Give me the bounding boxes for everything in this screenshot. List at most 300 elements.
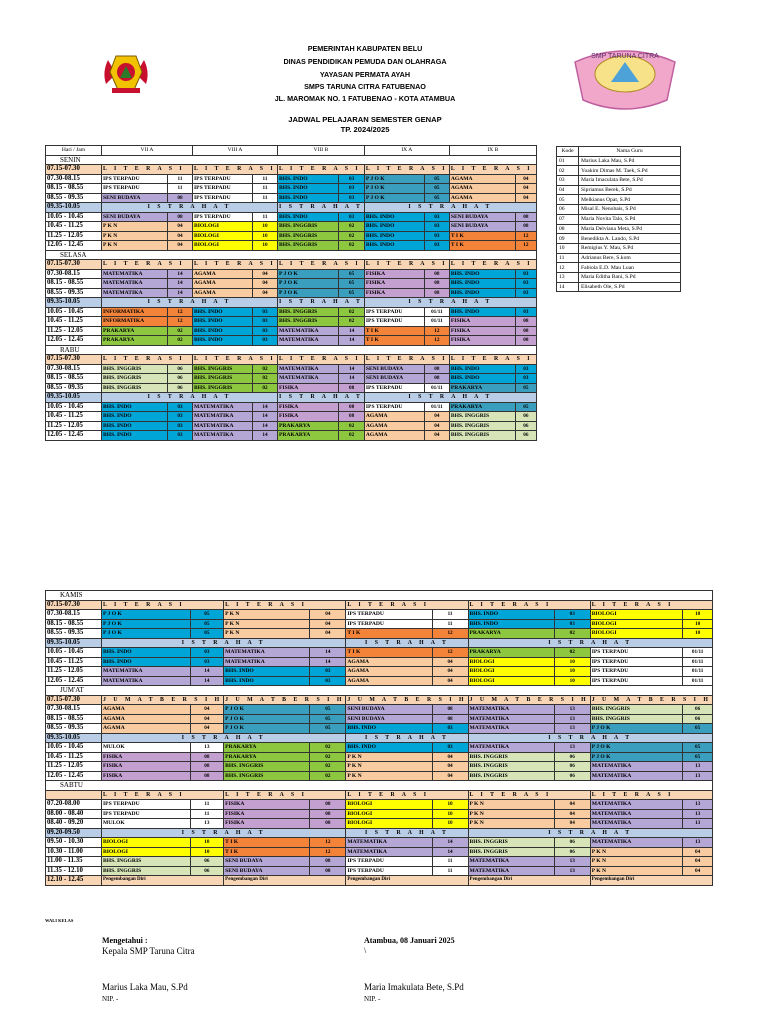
subject-cell: P J O K: [278, 288, 339, 298]
teacher-code-cell: 13: [683, 771, 713, 781]
istirahat-band: I S T R A H A T: [279, 299, 363, 306]
teacher-code-cell: 06: [683, 705, 713, 715]
subject-cell: MATEMATIKA: [224, 648, 310, 658]
teacher-code-cell: 04: [310, 610, 346, 620]
subject-cell: BHS. INDO: [102, 421, 168, 431]
teacher-name: Marius Laka Mau, S.Pd: [579, 156, 681, 166]
teacher-code-cell: 13: [683, 838, 713, 848]
teacher-code-cell: 06: [554, 762, 590, 772]
teacher-code-cell: 05: [310, 705, 346, 715]
subject-cell: P J O K: [224, 705, 310, 715]
subject-cell: FISIKA: [449, 326, 515, 336]
time-slot: 08.40 - 09.20: [46, 819, 102, 829]
time-slot: 07.15-07.30: [46, 695, 102, 705]
signatory-left-nip: NIP. -: [102, 995, 119, 1003]
teacher-name: Misal E. Nenobais, S.Pd: [579, 205, 681, 215]
subject-cell: BHS. INDO: [278, 212, 339, 222]
subject-cell: AGAMA: [102, 705, 191, 715]
teacher-code-cell: 11: [190, 800, 224, 810]
day-row: [46, 781, 713, 791]
time-slot: 07.30-08.15: [46, 705, 102, 715]
subject-cell: P K N: [468, 819, 554, 829]
subject-cell: IPS TERPADU: [364, 402, 424, 412]
teacher-code-cell: 06: [168, 374, 193, 384]
subject-cell: BIOLOGI: [193, 231, 253, 241]
subject-cell: P J O K: [224, 714, 310, 724]
teacher-code-cell: 02: [310, 771, 346, 781]
literasi-band: L I T E R A S I: [224, 790, 346, 800]
teacher-code-cell: 04: [190, 714, 224, 724]
subject-cell: SENI BUDAYA: [102, 212, 168, 222]
table-row: [46, 610, 713, 620]
table-row: [46, 336, 537, 346]
teacher-code-cell: 02: [310, 743, 346, 753]
teacher-code-cell: 11: [253, 193, 278, 203]
table-row: [46, 752, 713, 762]
teacher-code: 02: [557, 166, 579, 176]
table-row: [46, 279, 537, 289]
time-slot: 11.25 - 12.05: [46, 667, 102, 677]
teacher-code-cell: 11: [432, 610, 468, 620]
literasi-band: L I T E R A S I: [194, 356, 276, 363]
jumat-bersih-band: J U M A T B E R S I H: [469, 696, 589, 703]
time-slot: 10.05 - 10.45: [46, 648, 102, 658]
time-slot: 12.10 - 12.45: [46, 876, 102, 886]
subject-cell: P K N: [590, 866, 683, 876]
teacher-code-cell: 08: [339, 383, 365, 393]
teacher-code-cell: 10: [683, 629, 713, 639]
teacher-code-cell: 08: [339, 412, 365, 422]
teacher-code-cell: 08: [310, 857, 346, 867]
subject-cell: IPS TERPADU: [590, 667, 683, 677]
subject-cell: AGAMA: [449, 193, 515, 203]
teacher-code-cell: 10: [253, 222, 278, 232]
mengetahui-label: Mengetahui :: [102, 936, 148, 945]
literasi-band: L I T E R A S I: [278, 260, 365, 270]
time-slot: 11.25 - 12.05: [46, 421, 102, 431]
subject-cell: BHS. INDO: [449, 288, 515, 298]
teacher-code-cell: 03: [168, 412, 193, 422]
teacher-code-cell: 05: [515, 402, 536, 412]
subject-cell: P J O K: [278, 269, 339, 279]
teacher-code-cell: 04: [168, 231, 193, 241]
header-line-5: JL. MAROMAK NO. 1 FATUBENAO - KOTA ATAMBUA: [274, 94, 456, 103]
subject-cell: BIOLOGI: [346, 800, 432, 810]
teacher-code-cell: 04: [432, 667, 468, 677]
teacher-code-cell: 11: [253, 184, 278, 194]
time-slot: 08.15 - 08.55: [46, 184, 102, 194]
subject-cell: AGAMA: [193, 288, 253, 298]
pengembangan-diri-cell: Pengembangan Diri: [468, 876, 590, 886]
literasi-band: L I T E R A S I: [449, 355, 536, 365]
teacher-row: [557, 243, 681, 253]
istirahat-band: I S T R A H A T: [468, 638, 712, 648]
teacher-code-cell: 13: [683, 809, 713, 819]
literasi-band: L I T E R A S I: [365, 356, 448, 363]
teacher-code-cell: 08: [515, 317, 536, 327]
table-row: [46, 383, 537, 393]
subject-cell: MATEMATIKA: [468, 857, 554, 867]
subject-cell: PRAKARYA: [468, 629, 554, 639]
day-row: [46, 155, 537, 165]
column-header-hari: Hari / Jam: [46, 146, 102, 156]
teacher-code-cell: 08: [515, 212, 536, 222]
subject-cell: FISIKA: [224, 819, 310, 829]
table-row: [46, 714, 713, 724]
subject-cell: BIOLOGI: [590, 619, 683, 629]
teacher-code-cell: 02: [168, 326, 193, 336]
teacher-code-cell: 03: [515, 269, 536, 279]
time-slot: 10.45 - 11.25: [46, 657, 102, 667]
literasi-band: L I T E R A S I: [590, 600, 712, 610]
teacher-code-cell: 03: [190, 648, 224, 658]
teacher-code-cell: 13: [554, 705, 590, 715]
teacher-code-cell: 02: [339, 317, 365, 327]
teacher-code-cell: 08: [424, 374, 449, 384]
header-line-3: YAYASAN PERMATA AYAH: [319, 70, 411, 79]
time-slot: 08.15 - 08.55: [46, 619, 102, 629]
teacher-code-cell: 08: [432, 714, 468, 724]
teacher-code-cell: 02: [253, 383, 278, 393]
time-slot: 09.50 - 10.30: [46, 838, 102, 848]
subject-cell: AGAMA: [449, 174, 515, 184]
subject-cell: P J O K: [590, 724, 683, 734]
subject-cell: BHS. INGGRIS: [449, 431, 515, 441]
istirahat-band: I S T R A H A T: [102, 393, 278, 403]
table-row: [46, 866, 713, 876]
teacher-code-cell: 04: [168, 222, 193, 232]
literasi-band: L I T E R A S I: [365, 166, 448, 173]
time-slot: 10.45 - 11.25: [46, 752, 102, 762]
teacher-code-cell: 06: [554, 771, 590, 781]
teacher-name: Sipriamus Berek, S.Pd: [579, 185, 681, 195]
subject-cell: BHS. INGGRIS: [224, 762, 310, 772]
teacher-code-cell: 01/11: [424, 307, 449, 317]
teacher-code-cell: 04: [432, 752, 468, 762]
table-row: [46, 695, 713, 705]
teacher-code-cell: 14: [432, 838, 468, 848]
subject-cell: BHS. INGGRIS: [278, 241, 339, 251]
time-slot: 09.35-10.05: [46, 393, 102, 403]
day-row: [46, 250, 537, 260]
teacher-header-row: [557, 147, 681, 157]
table-row: [46, 676, 713, 686]
signatory-right-nip: NIP. -: [364, 995, 381, 1003]
subject-cell: BHS. INDO: [449, 279, 515, 289]
subject-cell: SENI BUDAYA: [346, 705, 432, 715]
table-row: [46, 307, 537, 317]
subject-cell: FISIKA: [102, 752, 191, 762]
table-header-row: [46, 146, 537, 156]
subject-cell: T I K: [449, 231, 515, 241]
teacher-code-cell: 12: [432, 648, 468, 658]
teacher-code-cell: 03: [253, 336, 278, 346]
teacher-code-cell: 04: [683, 866, 713, 876]
day-row: [46, 686, 713, 696]
subject-cell: MATEMATIKA: [102, 288, 168, 298]
subject-cell: PRAKARYA: [468, 648, 554, 658]
table-row: [46, 374, 537, 384]
teacher-code-cell: 14: [432, 847, 468, 857]
time-slot: [46, 790, 102, 800]
teacher-code-cell: 08: [190, 771, 224, 781]
subject-cell: FISIKA: [278, 402, 339, 412]
istirahat-band: I S T R A H A T: [102, 298, 278, 308]
schedule-title: JADWAL PELAJARAN SEMESTER GENAP: [288, 115, 442, 124]
subject-cell: BHS. INGGRIS: [102, 364, 168, 374]
teacher-name: Fabiola E.D. Mau Luan: [579, 263, 681, 273]
subject-cell: BHS. INDO: [468, 619, 554, 629]
teacher-code-cell: 05: [683, 752, 713, 762]
teacher-code-cell: 11: [432, 866, 468, 876]
pengembangan-diri-cell: Pengembangan Diri: [590, 876, 712, 886]
subject-cell: MATEMATIKA: [193, 421, 253, 431]
subject-cell: AGAMA: [193, 279, 253, 289]
jumat-bersih-band: J U M A T B E R S I H: [225, 696, 345, 703]
teacher-code-cell: 10: [432, 809, 468, 819]
teacher-code-cell: 04: [432, 762, 468, 772]
table-row: [46, 828, 713, 838]
teacher-code-cell: 13: [683, 800, 713, 810]
literasi-band: L I T E R A S I: [102, 165, 193, 175]
subject-cell: BHS. INGGRIS: [468, 838, 554, 848]
teacher-code-cell: 14: [253, 421, 278, 431]
teacher-code-cell: 06: [683, 714, 713, 724]
subject-cell: MATEMATIKA: [590, 838, 683, 848]
subject-cell: PRAKARYA: [102, 336, 168, 346]
subject-cell: IPS TERPADU: [102, 800, 191, 810]
teacher-row: [557, 224, 681, 234]
subject-cell: SENI BUDAYA: [364, 374, 424, 384]
subject-cell: MATEMATIKA: [590, 762, 683, 772]
subject-cell: IPS TERPADU: [193, 174, 253, 184]
teacher-code-cell: 08: [424, 364, 449, 374]
teacher-code-cell: 11: [168, 184, 193, 194]
teacher-code-cell: 05: [310, 724, 346, 734]
table-row: [46, 231, 537, 241]
subject-cell: MATEMATIKA: [102, 667, 191, 677]
time-slot: 08.55 - 09.35: [46, 193, 102, 203]
subject-cell: P J O K: [102, 619, 191, 629]
literasi-band: L I T E R A S I: [468, 600, 590, 610]
subject-cell: BHS. INDO: [193, 336, 253, 346]
istirahat-band: I S T R A H A T: [468, 828, 712, 838]
subject-cell: SENI BUDAYA: [449, 212, 515, 222]
subject-cell: BHS. INDO: [449, 374, 515, 384]
subject-cell: P J O K: [224, 724, 310, 734]
teacher-code-cell: 04: [554, 809, 590, 819]
istirahat-band: I S T R A H A T: [346, 638, 468, 648]
teacher-code-cell: 02: [339, 222, 365, 232]
teacher-name: Benedikta A. Lando, S.Pd: [579, 234, 681, 244]
day-label: KAMIS: [46, 591, 713, 601]
table-row: [46, 364, 537, 374]
teacher-row: [557, 205, 681, 215]
subject-cell: FISIKA: [224, 800, 310, 810]
teacher-row: [557, 156, 681, 166]
teacher-code-cell: 03: [515, 374, 536, 384]
subject-cell: BHS. INGGRIS: [278, 231, 339, 241]
teacher-code-cell: 03: [432, 743, 468, 753]
teacher-code-cell: 13: [683, 819, 713, 829]
teacher-code-cell: 08: [190, 752, 224, 762]
time-slot: 07.30-08.15: [46, 174, 102, 184]
table-row: [46, 298, 537, 308]
teacher-code-cell: 04: [432, 676, 468, 686]
teacher-code-cell: 04: [168, 241, 193, 251]
istirahat-band: I S T R A H A T: [364, 298, 536, 308]
teacher-code-cell: 12: [310, 847, 346, 857]
subject-cell: P J O K: [590, 743, 683, 753]
subject-cell: BIOLOGI: [102, 847, 191, 857]
istirahat-band: I S T R A H A T: [346, 828, 468, 838]
teacher-code-cell: 03: [339, 184, 365, 194]
teacher-code-cell: 14: [253, 402, 278, 412]
teacher-name: Melkianus Opat, S.Pd: [579, 195, 681, 205]
teacher-code-cell: 13: [554, 866, 590, 876]
subject-cell: BHS. INGGRIS: [468, 762, 554, 772]
time-slot: 07.30-08.15: [46, 364, 102, 374]
table-row: [46, 638, 713, 648]
teacher-code-cell: 03: [424, 212, 449, 222]
teacher-code-cell: 12: [168, 307, 193, 317]
teacher-code-cell: 13: [554, 714, 590, 724]
teacher-code-cell: 03: [339, 212, 365, 222]
subject-cell: AGAMA: [346, 657, 432, 667]
teacher-code-cell: 03: [168, 431, 193, 441]
subject-cell: IPS TERPADU: [364, 383, 424, 393]
subject-cell: SENI BUDAYA: [449, 222, 515, 232]
subject-cell: MATEMATIKA: [468, 714, 554, 724]
teacher-code-cell: 05: [424, 174, 449, 184]
subject-cell: BHS. INGGRIS: [449, 412, 515, 422]
teacher-code-cell: 04: [432, 771, 468, 781]
subject-cell: BHS. INGGRIS: [468, 752, 554, 762]
table-row: [46, 847, 713, 857]
time-slot: 08.55 - 09.35: [46, 288, 102, 298]
subject-cell: MULOK: [102, 743, 191, 753]
teacher-code-cell: 12: [515, 231, 536, 241]
teacher-code-cell: 06: [190, 857, 224, 867]
time-slot: 10.45 - 11.25: [46, 222, 102, 232]
pengembangan-diri-cell: Pengembangan Diri: [224, 876, 346, 886]
subject-cell: PRAKARYA: [449, 383, 515, 393]
teacher-code-cell: 03: [190, 657, 224, 667]
subject-cell: P K N: [590, 857, 683, 867]
table-row: [46, 402, 537, 412]
teacher-code-cell: 06: [168, 383, 193, 393]
teacher-code: 06: [557, 205, 579, 215]
teacher-code-cell: 14: [190, 676, 224, 686]
subject-cell: AGAMA: [364, 421, 424, 431]
teacher-code-cell: 08: [310, 809, 346, 819]
subject-cell: SENI BUDAYA: [102, 193, 168, 203]
subject-cell: BHS. INDO: [102, 648, 191, 658]
subject-cell: BHS. INDO: [449, 364, 515, 374]
teacher-code-cell: 02: [339, 231, 365, 241]
teacher-code-cell: 04: [683, 857, 713, 867]
time-slot: 10.05 - 10.45: [46, 402, 102, 412]
subject-cell: FISIKA: [102, 762, 191, 772]
teacher-code-cell: 03: [310, 667, 346, 677]
teacher-code: 04: [557, 185, 579, 195]
teacher-code-cell: 08: [424, 269, 449, 279]
table-row: [46, 393, 537, 403]
literasi-band: L I T E R A S I: [224, 600, 346, 610]
teacher-code-cell: 05: [339, 279, 365, 289]
teacher-code-cell: 13: [190, 743, 224, 753]
teacher-code-cell: 04: [253, 269, 278, 279]
istirahat-band: I S T R A H A T: [102, 733, 346, 743]
teacher-code-cell: 10: [432, 819, 468, 829]
table-row: [46, 600, 713, 610]
istirahat-band: I S T R A H A T: [346, 733, 468, 743]
teacher-code-cell: 12: [432, 629, 468, 639]
subject-cell: BHS. INDO: [224, 676, 310, 686]
teacher-code-cell: 05: [424, 184, 449, 194]
teacher-code: 13: [557, 272, 579, 282]
table-row: [46, 857, 713, 867]
subject-cell: MATEMATIKA: [102, 279, 168, 289]
header-line-4: SMPS TARUNA CITRA FATUBENAO: [304, 82, 426, 91]
teacher-code-cell: 02: [310, 762, 346, 772]
time-slot: 07.30-08.15: [46, 269, 102, 279]
column-header-class: IX A: [364, 146, 449, 156]
table-row: [46, 260, 537, 270]
kepala-sekolah-label: Kepala SMP Taruna Citra: [102, 946, 195, 956]
teacher-code-cell: 08: [310, 819, 346, 829]
subject-cell: P K N: [346, 771, 432, 781]
subject-cell: IPS TERPADU: [346, 857, 432, 867]
teacher-name: Maria Imaculata Bete, S.Pd: [579, 176, 681, 186]
time-slot: 12.05 - 12.45: [46, 676, 102, 686]
teacher-code-cell: 14: [168, 269, 193, 279]
literasi-band: L I T E R A S I: [346, 790, 468, 800]
time-slot: 07.20-08.00: [46, 800, 102, 810]
teacher-row: [557, 272, 681, 282]
subject-cell: IPS TERPADU: [102, 184, 168, 194]
teacher-code-cell: 13: [554, 857, 590, 867]
teacher-code-cell: 14: [168, 288, 193, 298]
teacher-row: [557, 282, 681, 292]
subject-cell: P J O K: [364, 193, 424, 203]
pengembangan-diri-cell: Pengembangan Diri: [346, 876, 468, 886]
subject-cell: BHS. INGGRIS: [102, 857, 191, 867]
teacher-code-cell: 04: [554, 800, 590, 810]
subject-cell: FISIKA: [364, 279, 424, 289]
time-slot: 07.15-07.30: [46, 165, 102, 175]
subject-cell: BHS. INDO: [449, 269, 515, 279]
teacher-row: [557, 176, 681, 186]
time-slot: 11.25 - 12.05: [46, 326, 102, 336]
subject-cell: BHS. INGGRIS: [102, 374, 168, 384]
teacher-code-cell: 03: [310, 676, 346, 686]
teacher-code-cell: 08: [168, 193, 193, 203]
teacher-code-cell: 14: [339, 326, 365, 336]
table-row: [46, 657, 713, 667]
teacher-code-cell: 08: [190, 762, 224, 772]
backslash-mark: \: [364, 946, 367, 955]
subject-cell: P J O K: [364, 184, 424, 194]
table-row: [46, 431, 537, 441]
subject-cell: P K N: [346, 762, 432, 772]
time-slot: 09.35-10.05: [46, 298, 102, 308]
teacher-code-cell: 03: [515, 279, 536, 289]
subject-cell: AGAMA: [102, 714, 191, 724]
kode-header: Kode: [557, 147, 579, 157]
teacher-code-cell: 04: [424, 412, 449, 422]
teacher-row: [557, 166, 681, 176]
